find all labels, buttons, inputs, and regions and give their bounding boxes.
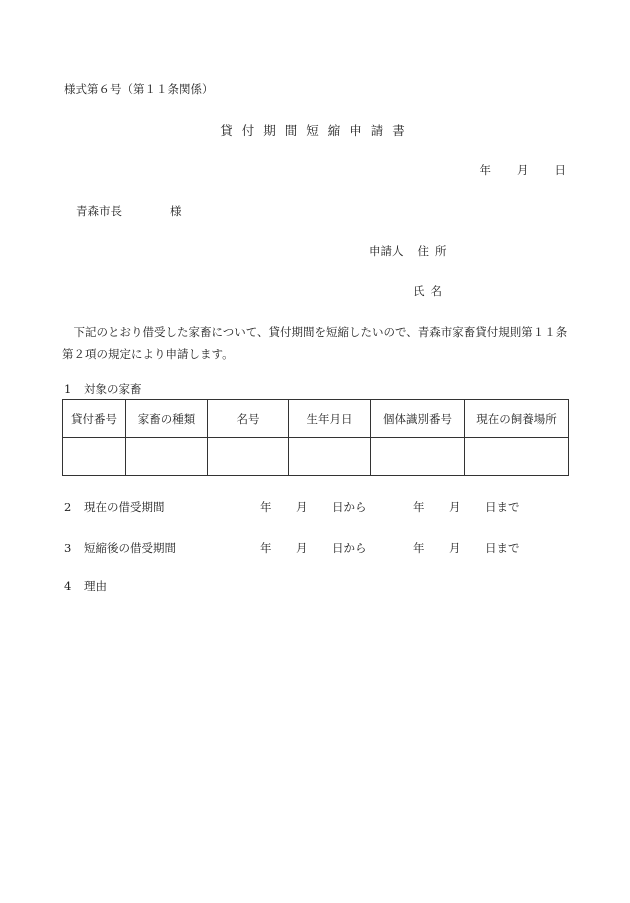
cell-birth-date[interactable]: [289, 438, 371, 476]
column-header-location: 現在の飼養場所: [465, 400, 569, 438]
addressee: [76, 203, 182, 219]
column-header-id-number: 個体識別番号: [371, 400, 465, 438]
section-1-title: 対象の家畜: [84, 382, 142, 396]
form-number: 様式第６号（第１１条関係）: [64, 82, 214, 96]
section-2-row: [64, 499, 520, 515]
section-3-end-month: 月: [449, 541, 461, 555]
cell-loan-number[interactable]: [63, 438, 126, 476]
section-3-start-year: 年: [260, 541, 272, 555]
livestock-table: [62, 399, 569, 476]
section-3-end-day: 日まで: [485, 541, 520, 555]
column-header-loan-number: 貸付番号: [63, 400, 126, 438]
date-month: 月: [517, 163, 529, 177]
section-3-row: [64, 540, 520, 556]
section-2-end-month: 月: [449, 500, 461, 514]
section-2-start-month: 月: [296, 500, 308, 514]
column-header-livestock-type: 家畜の種類: [126, 400, 208, 438]
addressee-name: 青森市長: [76, 204, 122, 218]
section-2-title: 現在の借受期間: [84, 500, 165, 514]
section-4-number: 4: [64, 579, 72, 593]
section-3-start-day: 日から: [332, 541, 367, 555]
cell-name[interactable]: [208, 438, 289, 476]
date-year: 年: [479, 163, 491, 177]
table-row: [63, 438, 569, 476]
section-1-heading: [64, 381, 142, 397]
document-title: 貸付期間短縮申請書: [220, 123, 414, 138]
section-3-start-month: 月: [296, 541, 308, 555]
body-text: 下記のとおり借受した家畜について、貸付期間を短縮したいので、青森市家畜貸付規則第１１条第２項の規定により申請します。: [62, 325, 568, 361]
section-2-start-day: 日から: [332, 500, 367, 514]
section-3-number: 3: [64, 541, 72, 555]
section-4-heading: [64, 578, 107, 594]
section-2-start-year: 年: [260, 500, 272, 514]
section-3-end-year: 年: [413, 541, 425, 555]
section-2-end-year: 年: [413, 500, 425, 514]
table-header-row: [63, 400, 569, 438]
cell-id-number[interactable]: [371, 438, 465, 476]
date-day: 日: [554, 163, 566, 177]
applicant-address-line: [369, 243, 453, 259]
column-header-name: 名号: [208, 400, 289, 438]
section-4-title: 理由: [84, 579, 107, 593]
section-2-heading: [64, 499, 260, 515]
section-2-number: 2: [64, 500, 72, 514]
section-3-heading: [64, 540, 260, 556]
cell-location[interactable]: [465, 438, 569, 476]
applicant-label: 申請人: [369, 244, 404, 258]
addressee-honorific: 様: [170, 204, 182, 218]
column-header-birth-date: 生年月日: [289, 400, 371, 438]
section-2-end-day: 日まで: [485, 500, 520, 514]
section-3-title: 短縮後の借受期間: [84, 541, 176, 555]
applicant-name-label: 氏名: [413, 284, 448, 298]
section-1-number: 1: [64, 382, 72, 396]
cell-livestock-type[interactable]: [126, 438, 208, 476]
date-line: [454, 162, 567, 178]
address-label: 住所: [417, 244, 453, 258]
